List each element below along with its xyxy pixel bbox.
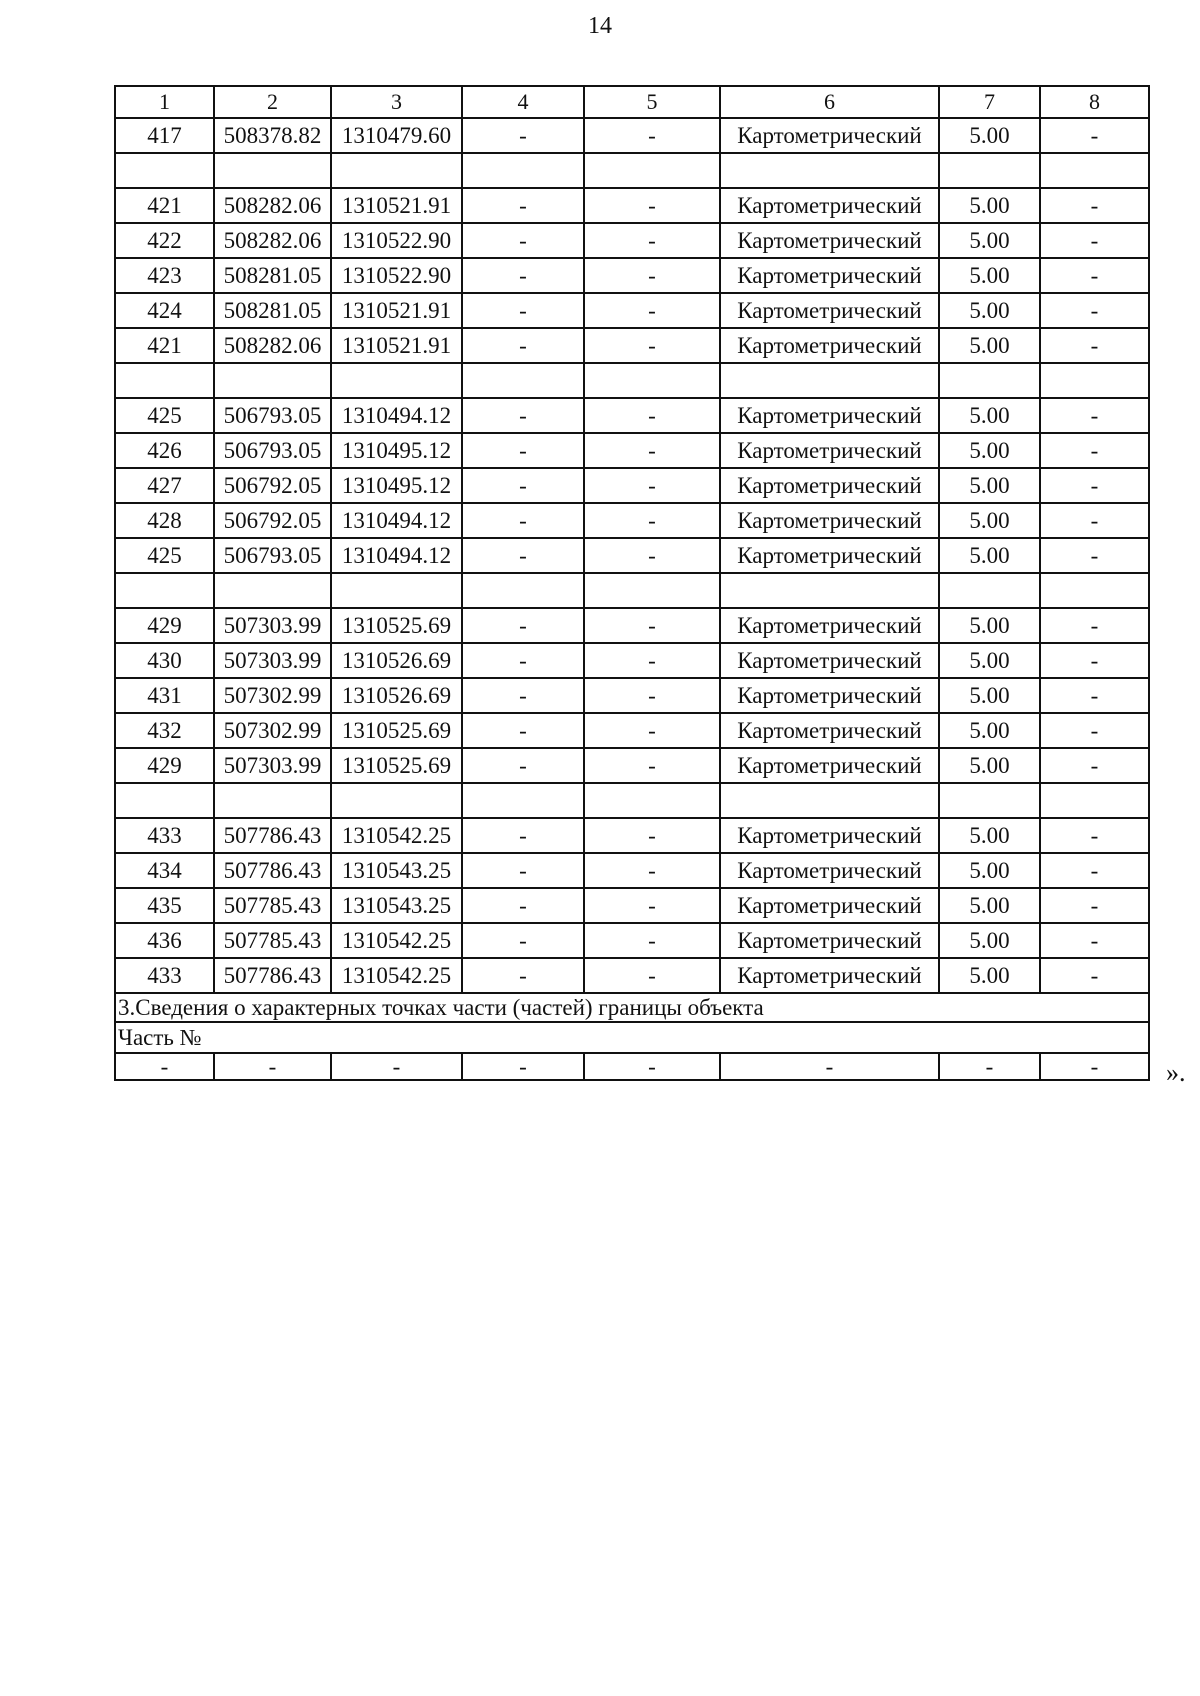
- header-cell: 5: [584, 86, 720, 118]
- table-cell: -: [584, 748, 720, 783]
- table-cell: [584, 153, 720, 188]
- table-cell: -: [1040, 538, 1149, 573]
- table-cell: [584, 573, 720, 608]
- part-label: Часть №: [115, 1022, 1149, 1053]
- table-cell: 1310521.91: [331, 293, 462, 328]
- table-cell: [939, 363, 1040, 398]
- table-cell: 434: [115, 853, 214, 888]
- table-row: [115, 678, 1149, 713]
- table-cell: 5.00: [939, 223, 1040, 258]
- table-cell: -: [584, 958, 720, 993]
- table-cell: 1310495.12: [331, 433, 462, 468]
- table-cell: [939, 153, 1040, 188]
- table-row: [115, 188, 1149, 223]
- table-cell: 433: [115, 958, 214, 993]
- table-cell: -: [1040, 258, 1149, 293]
- table-cell: 421: [115, 188, 214, 223]
- section-title-row: [115, 993, 1149, 1022]
- table-cell: 423: [115, 258, 214, 293]
- part-cell: -: [1040, 1053, 1149, 1080]
- table-cell: 5.00: [939, 818, 1040, 853]
- table-cell: -: [462, 293, 584, 328]
- table-cell: -: [1040, 643, 1149, 678]
- table-cell: 5.00: [939, 748, 1040, 783]
- table-cell: [115, 783, 214, 818]
- table-row: [115, 643, 1149, 678]
- table-cell: [720, 573, 939, 608]
- table-cell: 507303.99: [214, 643, 331, 678]
- header-cell: 7: [939, 86, 1040, 118]
- table-cell: 1310522.90: [331, 258, 462, 293]
- table-cell: 5.00: [939, 888, 1040, 923]
- table-cell: -: [1040, 888, 1149, 923]
- table-cell: -: [584, 853, 720, 888]
- table-cell: -: [1040, 678, 1149, 713]
- table-row: [115, 293, 1149, 328]
- table-cell: -: [1040, 853, 1149, 888]
- table-cell: 430: [115, 643, 214, 678]
- table-cell: [720, 363, 939, 398]
- table-cell: Картометрический: [720, 223, 939, 258]
- table-cell: 506793.05: [214, 538, 331, 573]
- table-cell: -: [462, 958, 584, 993]
- table-cell: [115, 363, 214, 398]
- table-cell: -: [584, 468, 720, 503]
- table-cell: 5.00: [939, 328, 1040, 363]
- table-cell: -: [1040, 118, 1149, 153]
- table-cell: 1310542.25: [331, 923, 462, 958]
- table-row: [115, 923, 1149, 958]
- table-cell: 5.00: [939, 398, 1040, 433]
- table-cell: Картометрический: [720, 468, 939, 503]
- table-cell: 508281.05: [214, 293, 331, 328]
- table-cell: [331, 363, 462, 398]
- table-cell: Картометрический: [720, 398, 939, 433]
- table-cell: 431: [115, 678, 214, 713]
- table-cell: [1040, 573, 1149, 608]
- table-cell: -: [1040, 293, 1149, 328]
- table-cell: -: [584, 258, 720, 293]
- header-row: [115, 86, 1149, 118]
- table-cell: 5.00: [939, 923, 1040, 958]
- table-cell: Картометрический: [720, 818, 939, 853]
- table-row: [115, 608, 1149, 643]
- table-cell: -: [1040, 503, 1149, 538]
- table-cell: 426: [115, 433, 214, 468]
- separator-row: [115, 573, 1149, 608]
- table-cell: -: [462, 433, 584, 468]
- table-cell: -: [584, 643, 720, 678]
- table-cell: -: [462, 398, 584, 433]
- table-cell: 425: [115, 398, 214, 433]
- table-cell: Картометрический: [720, 853, 939, 888]
- table-cell: -: [584, 923, 720, 958]
- table-cell: 1310521.91: [331, 188, 462, 223]
- table-cell: -: [584, 223, 720, 258]
- table-cell: Картометрический: [720, 433, 939, 468]
- table-cell: -: [1040, 608, 1149, 643]
- table-cell: Картометрический: [720, 923, 939, 958]
- table-cell: -: [584, 888, 720, 923]
- table-cell: -: [462, 468, 584, 503]
- table-cell: 5.00: [939, 678, 1040, 713]
- table-cell: [1040, 783, 1149, 818]
- table-cell: [462, 153, 584, 188]
- table-cell: 433: [115, 818, 214, 853]
- table-cell: 507785.43: [214, 888, 331, 923]
- table-cell: 508282.06: [214, 188, 331, 223]
- table-cell: -: [1040, 923, 1149, 958]
- table-cell: Картометрический: [720, 293, 939, 328]
- table-cell: Картометрический: [720, 258, 939, 293]
- table-cell: 429: [115, 608, 214, 643]
- table-cell: 1310494.12: [331, 398, 462, 433]
- table-cell: -: [584, 608, 720, 643]
- table-cell: -: [1040, 468, 1149, 503]
- table-cell: 1310522.90: [331, 223, 462, 258]
- table-cell: [115, 573, 214, 608]
- table-cell: [584, 363, 720, 398]
- table-row: [115, 818, 1149, 853]
- table-cell: Картометрический: [720, 888, 939, 923]
- table-cell: -: [462, 818, 584, 853]
- header-cell: 2: [214, 86, 331, 118]
- table-cell: -: [462, 538, 584, 573]
- table-row: [115, 713, 1149, 748]
- table-cell: -: [1040, 223, 1149, 258]
- table-cell: [214, 153, 331, 188]
- table-cell: -: [462, 188, 584, 223]
- table-cell: 1310525.69: [331, 608, 462, 643]
- closing-quote: ».: [1166, 1058, 1186, 1087]
- page-number: 14: [588, 13, 612, 39]
- table-body: [115, 86, 1149, 1080]
- table-cell: Картометрический: [720, 678, 939, 713]
- part-values-row: [115, 1053, 1149, 1080]
- table-cell: [939, 783, 1040, 818]
- table-cell: 428: [115, 503, 214, 538]
- table-cell: 422: [115, 223, 214, 258]
- table-cell: 1310526.69: [331, 643, 462, 678]
- header-cell: 6: [720, 86, 939, 118]
- table-cell: [462, 573, 584, 608]
- table-cell: [214, 573, 331, 608]
- table-row: [115, 398, 1149, 433]
- table-cell: -: [1040, 398, 1149, 433]
- table-row: [115, 223, 1149, 258]
- table-cell: [331, 153, 462, 188]
- table-cell: [584, 783, 720, 818]
- table-cell: -: [1040, 958, 1149, 993]
- table-cell: -: [584, 328, 720, 363]
- table-cell: Картометрический: [720, 748, 939, 783]
- table-cell: [720, 783, 939, 818]
- table-cell: -: [462, 888, 584, 923]
- table-cell: [331, 573, 462, 608]
- table-row: [115, 328, 1149, 363]
- table-cell: [462, 363, 584, 398]
- table-cell: 507302.99: [214, 678, 331, 713]
- table-cell: 1310494.12: [331, 503, 462, 538]
- table-cell: -: [1040, 328, 1149, 363]
- table-cell: 1310542.25: [331, 818, 462, 853]
- separator-row: [115, 783, 1149, 818]
- table-row: [115, 888, 1149, 923]
- table-cell: Картометрический: [720, 713, 939, 748]
- part-cell: -: [331, 1053, 462, 1080]
- table-cell: 507786.43: [214, 958, 331, 993]
- table-cell: -: [584, 503, 720, 538]
- table-cell: Картометрический: [720, 608, 939, 643]
- part-cell: -: [720, 1053, 939, 1080]
- table-cell: Картометрический: [720, 188, 939, 223]
- table-cell: Картометрический: [720, 118, 939, 153]
- separator-row: [115, 153, 1149, 188]
- table-cell: [115, 153, 214, 188]
- table-cell: 507303.99: [214, 608, 331, 643]
- table-cell: 1310479.60: [331, 118, 462, 153]
- table-cell: 427: [115, 468, 214, 503]
- table-cell: -: [584, 818, 720, 853]
- table-cell: 429: [115, 748, 214, 783]
- table-cell: 5.00: [939, 608, 1040, 643]
- table-cell: -: [462, 258, 584, 293]
- table-row: [115, 118, 1149, 153]
- table-cell: [1040, 153, 1149, 188]
- table-cell: 5.00: [939, 503, 1040, 538]
- table-cell: [720, 153, 939, 188]
- header-cell: 8: [1040, 86, 1149, 118]
- table-cell: -: [1040, 188, 1149, 223]
- header-cell: 4: [462, 86, 584, 118]
- table-cell: 1310543.25: [331, 853, 462, 888]
- table-cell: 508378.82: [214, 118, 331, 153]
- table-cell: 1310495.12: [331, 468, 462, 503]
- table-cell: 5.00: [939, 293, 1040, 328]
- table-cell: 1310525.69: [331, 748, 462, 783]
- table-cell: 1310542.25: [331, 958, 462, 993]
- table-cell: 5.00: [939, 433, 1040, 468]
- table-cell: -: [1040, 818, 1149, 853]
- table-cell: [939, 573, 1040, 608]
- table-cell: 1310543.25: [331, 888, 462, 923]
- table-cell: -: [462, 118, 584, 153]
- table-cell: -: [584, 433, 720, 468]
- table-row: [115, 748, 1149, 783]
- table-cell: 508282.06: [214, 223, 331, 258]
- table-cell: [331, 783, 462, 818]
- table-cell: 507785.43: [214, 923, 331, 958]
- table-cell: 5.00: [939, 713, 1040, 748]
- part-cell: -: [462, 1053, 584, 1080]
- table-cell: -: [462, 608, 584, 643]
- table-cell: -: [584, 188, 720, 223]
- table-cell: 421: [115, 328, 214, 363]
- table-cell: 508281.05: [214, 258, 331, 293]
- table-cell: -: [584, 678, 720, 713]
- table-cell: 506792.05: [214, 468, 331, 503]
- table-cell: [214, 363, 331, 398]
- table-cell: -: [584, 118, 720, 153]
- table-row: [115, 468, 1149, 503]
- separator-row: [115, 363, 1149, 398]
- table-cell: -: [584, 713, 720, 748]
- table-cell: 5.00: [939, 468, 1040, 503]
- table-cell: -: [462, 643, 584, 678]
- table-cell: 507786.43: [214, 818, 331, 853]
- table-cell: -: [462, 223, 584, 258]
- table-row: [115, 258, 1149, 293]
- table-cell: 425: [115, 538, 214, 573]
- table-row: [115, 503, 1149, 538]
- table-cell: -: [1040, 748, 1149, 783]
- table-cell: Картометрический: [720, 328, 939, 363]
- table-cell: -: [462, 503, 584, 538]
- table-cell: 417: [115, 118, 214, 153]
- table-cell: 508282.06: [214, 328, 331, 363]
- table-cell: 506792.05: [214, 503, 331, 538]
- part-cell: -: [214, 1053, 331, 1080]
- table-cell: -: [462, 328, 584, 363]
- header-cell: 3: [331, 86, 462, 118]
- table-cell: Картометрический: [720, 958, 939, 993]
- table-cell: [1040, 363, 1149, 398]
- table-cell: 5.00: [939, 118, 1040, 153]
- part-label-row: [115, 1022, 1149, 1053]
- table-cell: -: [584, 293, 720, 328]
- table-cell: 432: [115, 713, 214, 748]
- table-cell: 1310494.12: [331, 538, 462, 573]
- table-cell: 5.00: [939, 538, 1040, 573]
- table-cell: 5.00: [939, 853, 1040, 888]
- table-cell: -: [462, 678, 584, 713]
- table-cell: Картометрический: [720, 538, 939, 573]
- part-cell: -: [939, 1053, 1040, 1080]
- table-cell: -: [1040, 433, 1149, 468]
- table-row: [115, 958, 1149, 993]
- header-cell: 1: [115, 86, 214, 118]
- table-row: [115, 538, 1149, 573]
- table-cell: -: [462, 713, 584, 748]
- table-row: [115, 853, 1149, 888]
- table-cell: 435: [115, 888, 214, 923]
- table-cell: 5.00: [939, 188, 1040, 223]
- table-cell: 1310521.91: [331, 328, 462, 363]
- table-row: [115, 433, 1149, 468]
- part-cell: -: [115, 1053, 214, 1080]
- table-cell: 424: [115, 293, 214, 328]
- table-cell: -: [584, 398, 720, 433]
- table-cell: -: [1040, 713, 1149, 748]
- table-cell: [214, 783, 331, 818]
- table-cell: -: [462, 748, 584, 783]
- table-cell: 1310526.69: [331, 678, 462, 713]
- table-cell: 507786.43: [214, 853, 331, 888]
- table-cell: Картометрический: [720, 643, 939, 678]
- table-cell: 5.00: [939, 643, 1040, 678]
- table-cell: 5.00: [939, 958, 1040, 993]
- table-cell: -: [584, 538, 720, 573]
- table-cell: 507302.99: [214, 713, 331, 748]
- table-cell: 507303.99: [214, 748, 331, 783]
- table-cell: 506793.05: [214, 398, 331, 433]
- section-title: 3.Сведения о характерных точках части (частей) границы объекта: [115, 993, 1149, 1022]
- table-cell: [462, 783, 584, 818]
- table-cell: 436: [115, 923, 214, 958]
- part-cell: -: [584, 1053, 720, 1080]
- table-cell: -: [462, 853, 584, 888]
- table-cell: 5.00: [939, 258, 1040, 293]
- table-cell: 506793.05: [214, 433, 331, 468]
- table-cell: -: [462, 923, 584, 958]
- table-cell: 1310525.69: [331, 713, 462, 748]
- table-cell: Картометрический: [720, 503, 939, 538]
- coordinates-table: [114, 85, 1150, 1081]
